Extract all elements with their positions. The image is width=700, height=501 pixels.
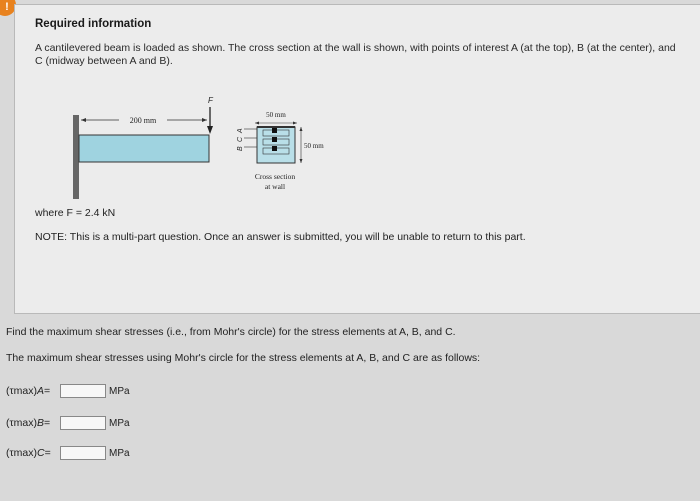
question-subprompt: The maximum shear stresses using Mohr's circle for the stress elements at A, B, and C are as follows: bbox=[6, 352, 481, 364]
point-a-label: A bbox=[237, 128, 244, 133]
answer-label-c: (τmax)C= bbox=[6, 447, 51, 459]
cross-section-caption-line2: at wall bbox=[264, 182, 286, 191]
answer-row-b bbox=[6, 416, 130, 430]
question-prompt: Find the maximum shear stresses (i.e., from Mohr's circle) for the stress elements at A, B, and C. bbox=[6, 326, 456, 338]
force-label: F bbox=[208, 96, 213, 105]
alert-badge-icon: ! bbox=[0, 0, 16, 16]
answer-label-a: (τmax)A= bbox=[6, 385, 51, 397]
length-dimension-label: 200 mm bbox=[129, 116, 157, 125]
point-c-label: C bbox=[237, 136, 244, 142]
tau-max-a-input[interactable] bbox=[60, 384, 106, 398]
required-information-panel bbox=[14, 4, 700, 314]
answer-row-c bbox=[6, 446, 130, 460]
tau-max-b-input[interactable] bbox=[60, 416, 106, 430]
point-b-label: B bbox=[237, 146, 244, 151]
force-value-text: where F = 2.4 kN bbox=[35, 207, 116, 219]
note-text: NOTE: This is a multi-part question. Once an answer is submitted, you will be unable to return to this part. bbox=[35, 231, 526, 243]
tau-max-c-input[interactable] bbox=[60, 446, 106, 460]
wall bbox=[73, 115, 79, 199]
unit-label-b: MPa bbox=[109, 417, 130, 429]
problem-description: A cantilevered beam is loaded as shown. The cross section at the wall is shown, with points of interest A (at the top), B (at the center), and C (midway between A and B). bbox=[35, 42, 676, 67]
answer-row-a bbox=[6, 384, 130, 398]
beam-figure bbox=[63, 87, 363, 202]
info-title: Required information bbox=[35, 18, 152, 30]
answer-label-b: (τmax)B= bbox=[6, 417, 51, 429]
cross-section-caption-line1: Cross section bbox=[254, 172, 296, 181]
unit-label-c: MPa bbox=[109, 447, 130, 459]
unit-label-a: MPa bbox=[109, 385, 130, 397]
height-dimension-label: 50 mm bbox=[304, 142, 324, 150]
beam bbox=[79, 135, 209, 162]
width-dimension-label: 50 mm bbox=[266, 111, 286, 119]
